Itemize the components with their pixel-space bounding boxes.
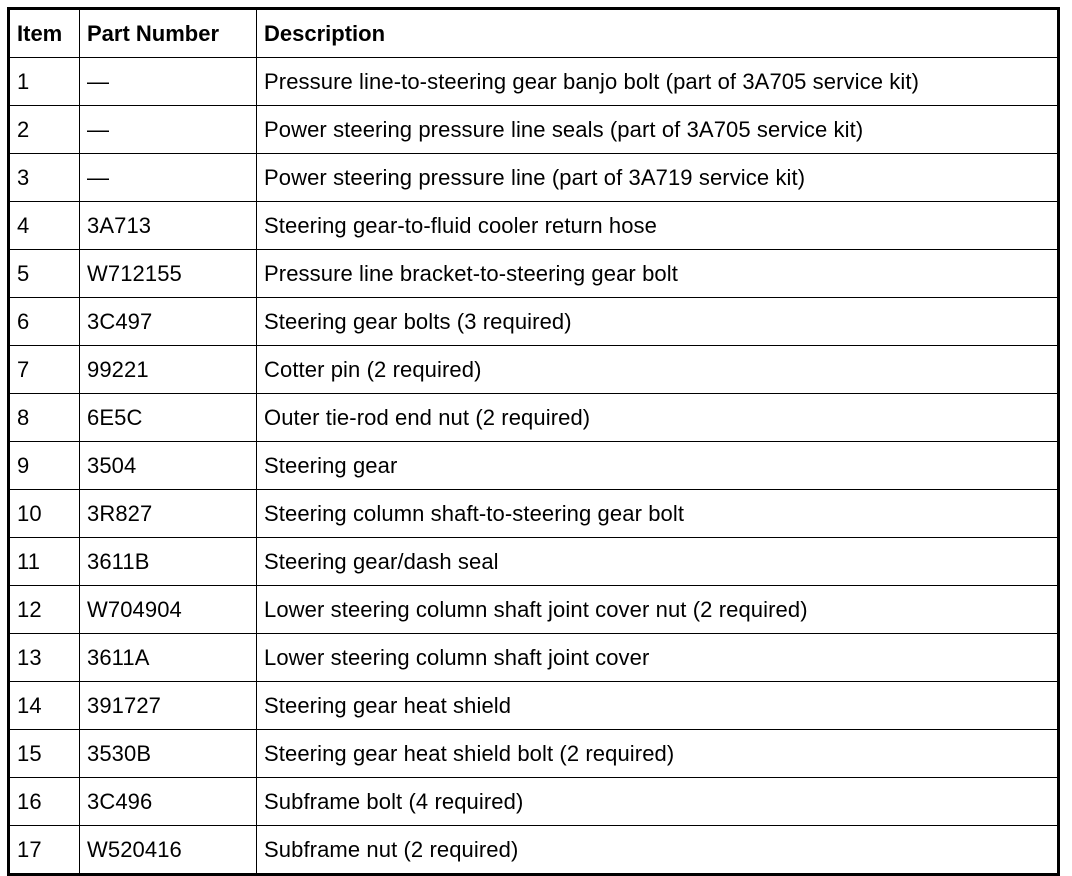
table-row <box>9 682 1059 730</box>
table-row <box>9 442 1059 490</box>
description-cell: Steering column shaft-to-steering gear bolt <box>257 490 1059 538</box>
part-number-cell: 3C497 <box>80 298 257 346</box>
part-number-cell: 6E5C <box>80 394 257 442</box>
table-row <box>9 202 1059 250</box>
column-header-part-number: Part Number <box>80 9 257 58</box>
parts-table <box>7 7 1060 876</box>
table-row <box>9 490 1059 538</box>
table-row <box>9 778 1059 826</box>
part-number-cell: 3R827 <box>80 490 257 538</box>
part-number-cell: 3530B <box>80 730 257 778</box>
item-cell: 2 <box>9 106 80 154</box>
item-cell: 7 <box>9 346 80 394</box>
description-cell: Subframe nut (2 required) <box>257 826 1059 875</box>
table-row <box>9 394 1059 442</box>
item-cell: 4 <box>9 202 80 250</box>
table-row <box>9 538 1059 586</box>
description-cell: Lower steering column shaft joint cover nut (2 required) <box>257 586 1059 634</box>
table-header-row <box>9 9 1059 58</box>
description-cell: Pressure line-to-steering gear banjo bolt (part of 3A705 service kit) <box>257 58 1059 106</box>
description-cell: Lower steering column shaft joint cover <box>257 634 1059 682</box>
table-row <box>9 826 1059 875</box>
description-cell: Steering gear bolts (3 required) <box>257 298 1059 346</box>
part-number-cell: 3504 <box>80 442 257 490</box>
item-cell: 10 <box>9 490 80 538</box>
item-cell: 9 <box>9 442 80 490</box>
table-row <box>9 730 1059 778</box>
part-number-cell: — <box>80 58 257 106</box>
description-cell: Power steering pressure line seals (part of 3A705 service kit) <box>257 106 1059 154</box>
description-cell: Outer tie-rod end nut (2 required) <box>257 394 1059 442</box>
item-cell: 16 <box>9 778 80 826</box>
part-number-cell: W712155 <box>80 250 257 298</box>
item-cell: 11 <box>9 538 80 586</box>
description-cell: Cotter pin (2 required) <box>257 346 1059 394</box>
item-cell: 8 <box>9 394 80 442</box>
item-cell: 15 <box>9 730 80 778</box>
description-cell: Power steering pressure line (part of 3A719 service kit) <box>257 154 1059 202</box>
part-number-cell: 391727 <box>80 682 257 730</box>
description-cell: Steering gear/dash seal <box>257 538 1059 586</box>
item-cell: 6 <box>9 298 80 346</box>
description-cell: Steering gear heat shield bolt (2 required) <box>257 730 1059 778</box>
table-row <box>9 250 1059 298</box>
table-row <box>9 58 1059 106</box>
table-row <box>9 298 1059 346</box>
part-number-cell: — <box>80 154 257 202</box>
description-cell: Subframe bolt (4 required) <box>257 778 1059 826</box>
item-cell: 13 <box>9 634 80 682</box>
column-header-description: Description <box>257 9 1059 58</box>
part-number-cell: 3611A <box>80 634 257 682</box>
item-cell: 1 <box>9 58 80 106</box>
item-cell: 14 <box>9 682 80 730</box>
description-cell: Steering gear-to-fluid cooler return hose <box>257 202 1059 250</box>
description-cell: Steering gear <box>257 442 1059 490</box>
part-number-cell: — <box>80 106 257 154</box>
table-row <box>9 106 1059 154</box>
part-number-cell: 3A713 <box>80 202 257 250</box>
description-cell: Pressure line bracket-to-steering gear bolt <box>257 250 1059 298</box>
part-number-cell: 3C496 <box>80 778 257 826</box>
table-row <box>9 586 1059 634</box>
table-row <box>9 634 1059 682</box>
table-row <box>9 154 1059 202</box>
item-cell: 3 <box>9 154 80 202</box>
item-cell: 5 <box>9 250 80 298</box>
part-number-cell: 3611B <box>80 538 257 586</box>
parts-table-container <box>7 7 1057 871</box>
item-cell: 12 <box>9 586 80 634</box>
part-number-cell: W520416 <box>80 826 257 875</box>
column-header-item: Item <box>9 9 80 58</box>
description-cell: Steering gear heat shield <box>257 682 1059 730</box>
part-number-cell: 99221 <box>80 346 257 394</box>
part-number-cell: W704904 <box>80 586 257 634</box>
item-cell: 17 <box>9 826 80 875</box>
table-row <box>9 346 1059 394</box>
